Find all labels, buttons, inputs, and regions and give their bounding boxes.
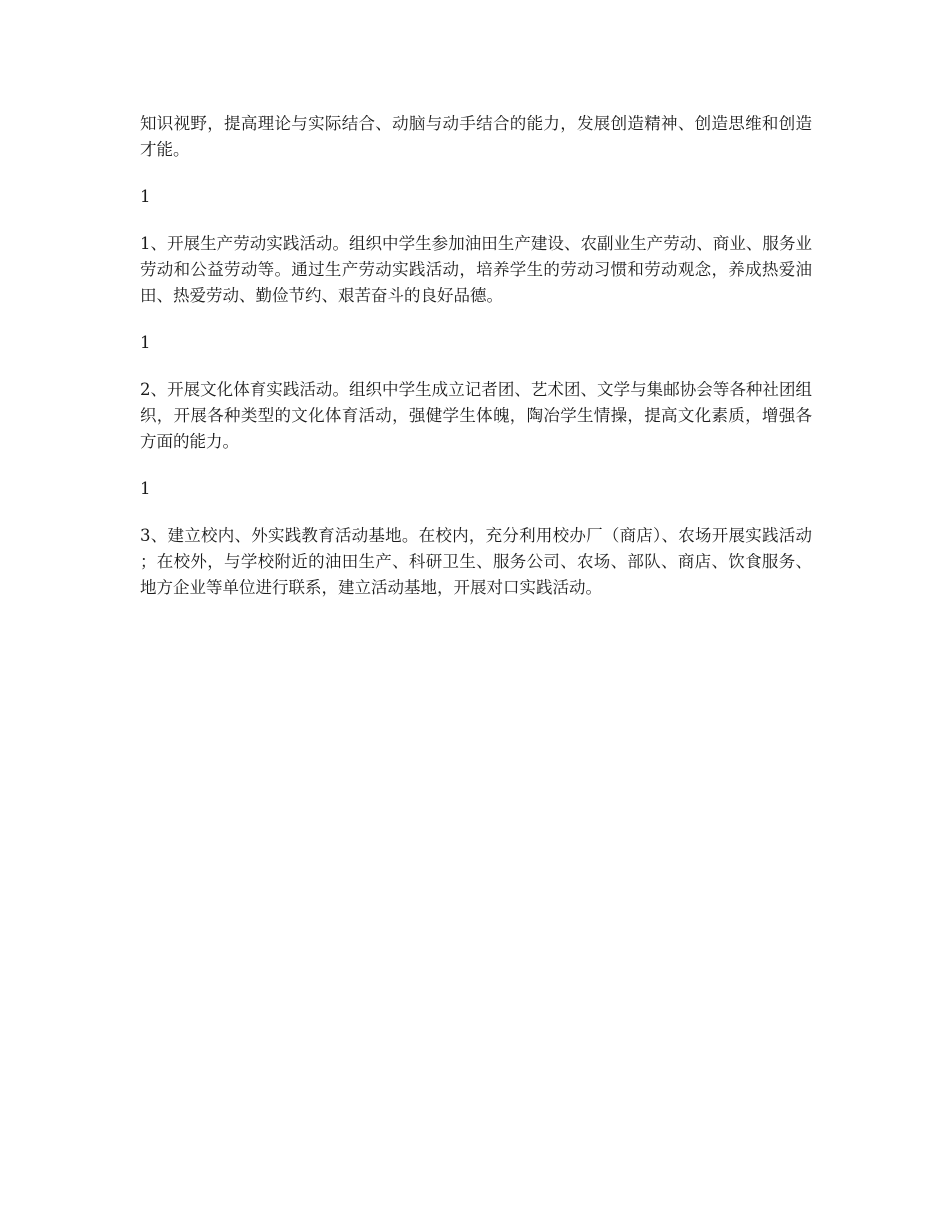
list-marker: 1: [140, 333, 151, 352]
paragraph-intro-continued: 知识视野，提高理论与实际结合、动脑与动手结合的能力，发展创造精神、创造思维和创造才能。: [140, 114, 812, 159]
document-body: [140, 111, 812, 622]
paragraph-item-1: 1、开展生产劳动实践活动。组织中学生参加油田生产建设、农副业生产劳动、商业、服务业劳动和公益劳动等。通过生产劳动实践活动，培养学生的劳动习惯和劳动观念，养成热爱油田、热爱劳动、勤俭节约、艰苦奋斗的良好品德。: [140, 234, 812, 305]
list-marker: 1: [140, 187, 151, 206]
paragraph-item-2: 2、开展文化体育实践活动。组织中学生成立记者团、艺术团、文学与集邮协会等各种社团组织，开展各种类型的文化体育活动，强健学生体魄，陶冶学生情操，提高文化素质，增强各方面的能力。: [140, 380, 812, 451]
list-marker: 1: [140, 479, 151, 498]
paragraph-item-3: 3、建立校内、外实践教育活动基地。在校内，充分利用校办厂（商店）、农场开展实践活动；在校外，与学校附近的油田生产、科研卫生、服务公司、农场、部队、商店、饮食服务、地方企业等单位进行联系，建立活动基地，开展对口实践活动。: [140, 526, 812, 597]
